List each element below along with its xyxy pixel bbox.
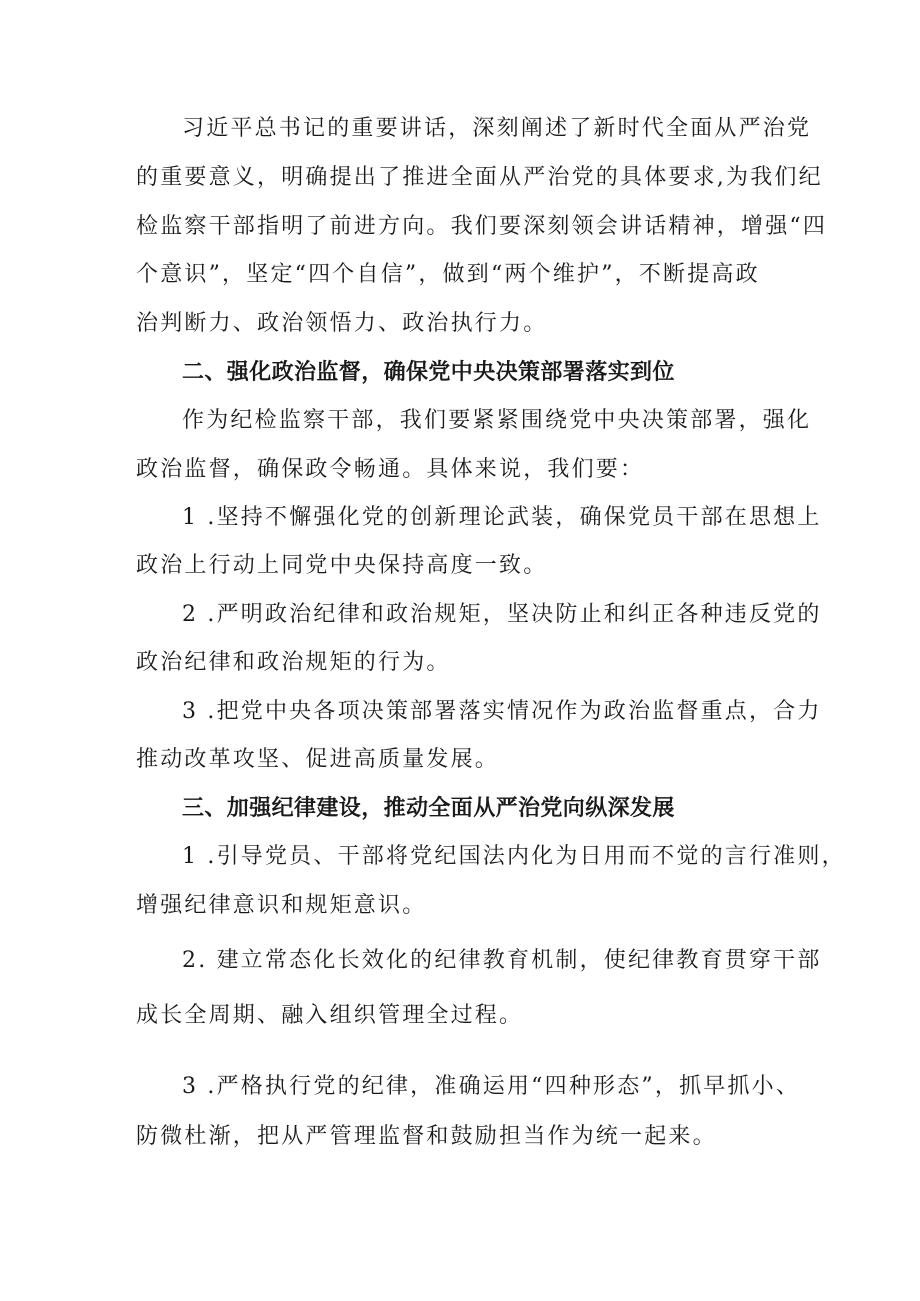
list-item-2-1-line-2: 政治上行动上同党中央保持高度一致。 — [136, 553, 548, 578]
paragraph-2-line-1: 作为纪检监察干部，我们要紧紧围绕党中央决策部署，强化 — [182, 408, 812, 433]
paragraph-1-line-2: 的重要意义，明确提出了推进全面从严治党的具体要求,为我们纪 — [136, 165, 823, 190]
section-heading-2: 二、强化政治监督，确保党中央决策部署落实到位 — [182, 360, 675, 385]
list-item-2-1-line-1: 1 .坚持不懈强化党的创新理论武装，确保党员干部在思想上 — [182, 505, 822, 530]
list-item-3-3-line-2: 防微杜渐，把从严管理监督和鼓励担当作为统一起来。 — [136, 1124, 717, 1149]
paragraph-1-line-1: 习近平总书记的重要讲话，深刻阐述了新时代全面从严治党 — [182, 116, 812, 141]
paragraph-1-line-5: 治判断力、政治领悟力、政治执行力。 — [136, 311, 548, 336]
list-item-2-2-line-2: 政治纪律和政治规矩的行为。 — [136, 650, 451, 675]
paragraph-2-line-2: 政治监督，确保政令畅通。具体来说，我们要： — [136, 457, 645, 482]
list-item-2-2-line-1: 2 .严明政治纪律和政治规矩，坚决防止和纠正各种违反党的 — [182, 602, 822, 627]
paragraph-1-line-3: 检监察干部指明了前进方向。我们要深刻领会讲话精神，增强“四 — [136, 214, 828, 239]
list-item-2-3-line-2: 推动改革攻坚、促进高质量发展。 — [136, 747, 500, 772]
list-item-3-1-line-2: 增强纪律意识和规矩意识。 — [136, 893, 427, 918]
list-item-3-1-line-1: 1 .引导党员、干部将党纪国法内化为日用而不觉的言行准则， — [182, 844, 846, 869]
section-heading-3: 三、加强纪律建设，推动全面从严治党向纵深发展 — [182, 796, 675, 821]
list-item-3-2-line-2: 成长全周期、融入组织管理全过程。 — [136, 1003, 524, 1028]
list-item-3-2-line-1: 2. 建立常态化长效化的纪律教育机制，使纪律教育贯穿干部 — [182, 948, 822, 973]
list-item-2-3-line-1: 3 .把党中央各项决策部署落实情况作为政治监督重点，合力 — [182, 699, 822, 724]
list-item-3-3-line-1: 3 .严格执行党的纪律，准确运用“四种形态”，抓早抓小、 — [182, 1074, 801, 1099]
paragraph-1-line-4: 个意识”，坚定“四个自信”，做到“两个维护”，不断提高政 — [136, 262, 760, 287]
